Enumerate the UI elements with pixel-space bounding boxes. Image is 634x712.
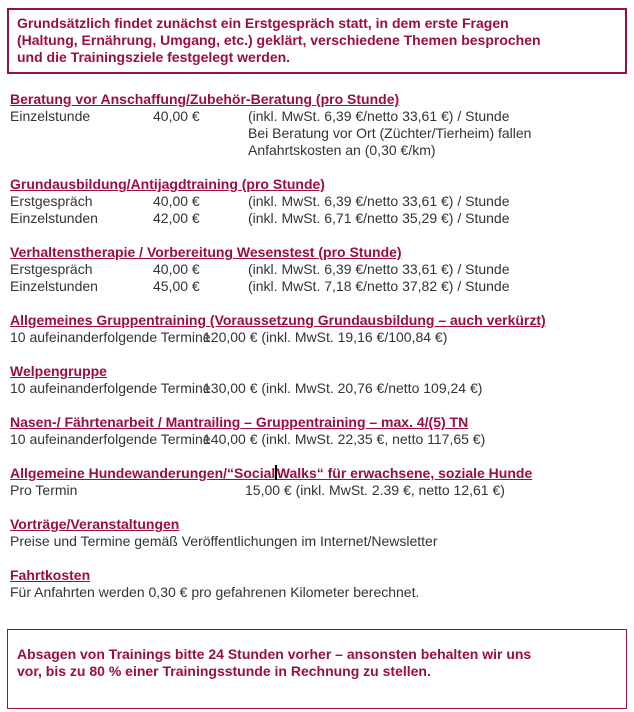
price-section-verhaltenstherapie [7,244,627,295]
intro-notice-box [7,8,627,74]
row-label: Einzelstunden [10,278,98,294]
row-price: 45,00 € [153,278,200,294]
detail-line: (inkl. MwSt. 6,39 €/netto 33,61 €) / Stunde [248,108,510,124]
section-title [10,465,627,482]
row-value: 15,00 € (inkl. MwSt. 2.39 €, netto 12,61 €) [245,482,505,498]
intro-line: (Haltung, Ernährung, Umgang, etc.) geklärt, verschiedene Themen besprochen [17,32,541,48]
section-title: Fahrtkosten [10,567,91,583]
row-label: Einzelstunde [10,108,91,124]
section-title: Vorträge/Veranstaltungen [10,516,180,532]
price-row [10,431,627,448]
row-value: 130,00 € (inkl. MwSt. 20,76 €/netto 109,24 €) [203,380,483,396]
section-title: Beratung vor Anschaffung/Zubehör-Beratung (pro Stunde) [10,91,400,107]
row-label: Pro Termin [10,482,78,498]
price-section-mantrailing [7,414,627,448]
row-details [248,261,509,278]
section-title: Verhaltenstherapie / Vorbereitung Wesenstest (pro Stunde) [10,244,402,260]
section-text: Preise und Termine gemäß Veröffentlichungen im Internet/Newsletter [10,533,438,549]
row-label: Einzelstunden [10,210,98,226]
price-row [10,482,627,499]
row-label: 10 aufeinanderfolgende Termine [10,329,211,345]
section-title: Grundausbildung/Antijagdtraining (pro Stunde) [10,176,325,192]
row-price: 40,00 € [153,193,200,209]
row-details [248,210,509,227]
section-title: Nasen-/ Fährtenarbeit / Mantrailing – Gruppentraining – max. 4/(5) TN [10,414,469,430]
detail-line: (inkl. MwSt. 6,71 €/netto 35,29 €) / Stunde [248,210,510,226]
title-after-cursor: Walks“ für erwachsene, soziale Hunde [276,465,533,481]
price-section-welpengruppe [7,363,627,397]
price-section-gruppentraining [7,312,627,346]
row-price: 40,00 € [153,108,200,124]
section-title: Allgemeines Gruppentraining (Voraussetzung Grundausbildung – auch verkürzt) [10,312,546,328]
footer-line: Absagen von Trainings bitte 24 Stunden vorher – ansonsten behalten wir uns [17,646,532,662]
row-value: 140,00 € (inkl. MwSt. 22,35 €, netto 117,65 €) [203,431,486,447]
price-section-vortraege [7,516,627,550]
price-row [10,108,627,159]
price-section-beratung-anschaffung [7,91,627,159]
row-price: 40,00 € [153,261,200,277]
price-row [10,329,627,346]
row-price: 42,00 € [153,210,200,226]
section-title: Welpengruppe [10,363,107,379]
price-row [10,380,627,397]
price-section-grundausbildung [7,176,627,227]
price-row [10,193,627,210]
row-details [248,108,531,159]
price-row [10,210,627,227]
detail-line: (inkl. MwSt. 6,39 €/netto 33,61 €) / Stunde [248,261,510,277]
row-label: Erstgespräch [10,193,93,209]
cancellation-notice-box [7,629,627,709]
row-details [248,193,509,210]
row-label: Erstgespräch [10,261,93,277]
section-text: Für Anfahrten werden 0,30 € pro gefahrenen Kilometer berechnet. [10,584,420,600]
intro-line: Grundsätzlich findet zunächst ein Erstgespräch statt, in dem erste Fragen [17,15,509,31]
price-section-fahrtkosten [7,567,627,601]
title-before-cursor: Allgemeine Hundewanderungen/“Social [10,465,276,481]
row-label: 10 aufeinanderfolgende Termine [10,431,211,447]
price-section-social-walks [7,465,627,499]
row-label: 10 aufeinanderfolgende Termine [10,380,211,396]
footer-line: vor, bis zu 80 % einer Trainingsstunde in Rechnung zu stellen. [17,663,431,679]
detail-line: (inkl. MwSt. 7,18 €/netto 37,82 €) / Stunde [248,278,510,294]
detail-line: Bei Beratung vor Ort (Züchter/Tierheim) fallen [248,125,532,141]
row-details [248,278,509,295]
price-row [10,278,627,295]
row-value: 120,00 € (inkl. MwSt. 19,16 €/100,84 €) [203,329,448,345]
detail-line: Anfahrtskosten an (0,30 €/km) [248,142,436,158]
intro-line: und die Trainingsziele festgelegt werden. [17,49,291,65]
detail-line: (inkl. MwSt. 6,39 €/netto 33,61 €) / Stunde [248,193,510,209]
price-row [10,261,627,278]
